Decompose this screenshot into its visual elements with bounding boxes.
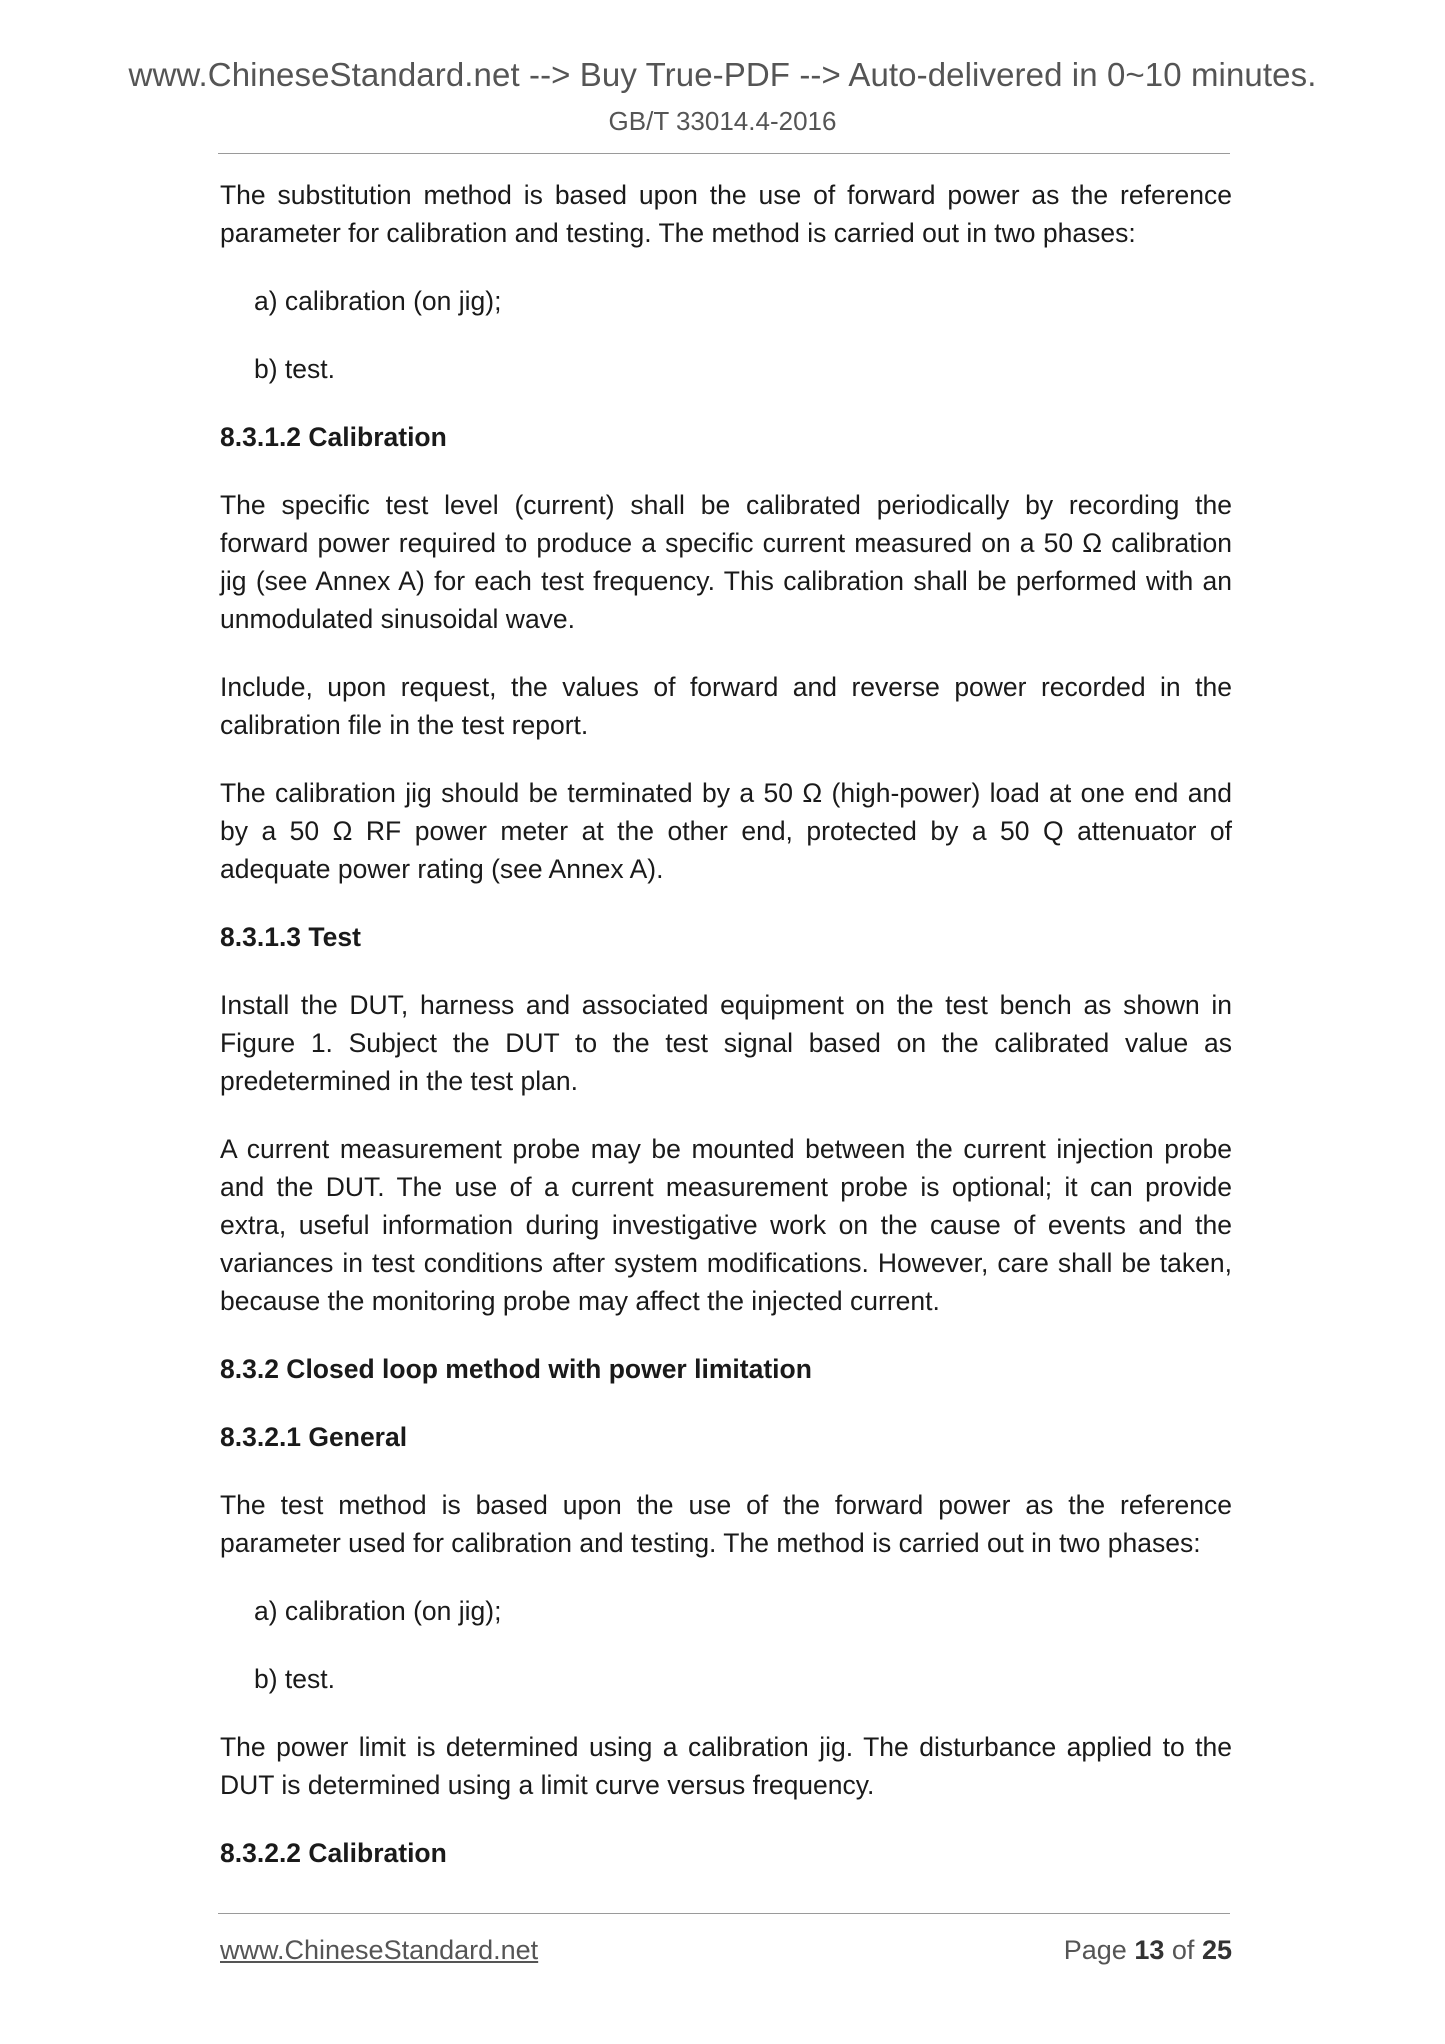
list-item: a) calibration (on jig); <box>254 286 502 316</box>
list-item: a) calibration (on jig); <box>254 1596 502 1626</box>
paragraph: A current measurement probe may be mounted between the current injection probe and the DUT. The use of a current measurement probe is optional; it can provide extra, useful information during investigative work on the cause of events and the variances in test conditions after system modifications. However, care shall be taken, because the monitoring probe may affect the injected current. <box>220 1134 1232 1316</box>
list-item: b) test. <box>254 354 336 384</box>
page-total: 25 <box>1201 1935 1232 1965</box>
document-id: GB/T 33014.4-2016 <box>608 106 837 136</box>
site-banner: www.ChineseStandard.net --> Buy True-PDF --> Auto-delivered in 0~10 minutes. <box>128 56 1317 93</box>
page-word: Page <box>1063 1935 1127 1965</box>
page-of: of <box>1171 1935 1195 1965</box>
header-divider <box>218 153 1230 154</box>
footer-site-link[interactable]: www.ChineseStandard.net <box>220 1935 539 1965</box>
paragraph: The test method is based upon the use of the forward power as the reference parameter used for calibration and testing. The method is carried out in two phases: <box>220 1490 1232 1558</box>
paragraph: The specific test level (current) shall be calibrated periodically by recording the forward power required to produce a specific current measured on a 50 Ω calibration jig (see Annex A) for each test frequency. This calibration shall be performed with an unmodulated sinusoidal wave. <box>220 490 1232 634</box>
paragraph: The substitution method is based upon the use of forward power as the reference parameter for calibration and testing. The method is carried out in two phases: <box>220 180 1232 248</box>
paragraph: Install the DUT, harness and associated equipment on the test bench as shown in Figure 1. Subject the DUT to the test signal based on the calibrated value as predetermined in the test plan. <box>220 990 1232 1096</box>
document-body <box>220 176 1232 1902</box>
section-heading: 8.3.1.3 Test <box>220 922 361 952</box>
section-heading: 8.3.1.2 Calibration <box>220 422 447 452</box>
list-item: b) test. <box>254 1664 336 1694</box>
page-current: 13 <box>1134 1935 1165 1965</box>
paragraph: The power limit is determined using a calibration jig. The disturbance applied to the DUT is determined using a limit curve versus frequency. <box>220 1732 1232 1800</box>
paragraph: The calibration jig should be terminated by a 50 Ω (high-power) load at one end and by a 50 Ω RF power meter at the other end, protected by a 50 Q attenuator of adequate power rating (see Annex A). <box>220 778 1232 884</box>
paragraph: Include, upon request, the values of forward and reverse power recorded in the calibration file in the test report. <box>220 672 1232 740</box>
section-heading: 8.3.2.2 Calibration <box>220 1838 447 1868</box>
footer-divider <box>218 1913 1230 1914</box>
page-number <box>1064 1935 1232 1966</box>
section-heading: 8.3.2 Closed loop method with power limitation <box>220 1354 812 1384</box>
section-heading: 8.3.2.1 General <box>220 1422 408 1452</box>
